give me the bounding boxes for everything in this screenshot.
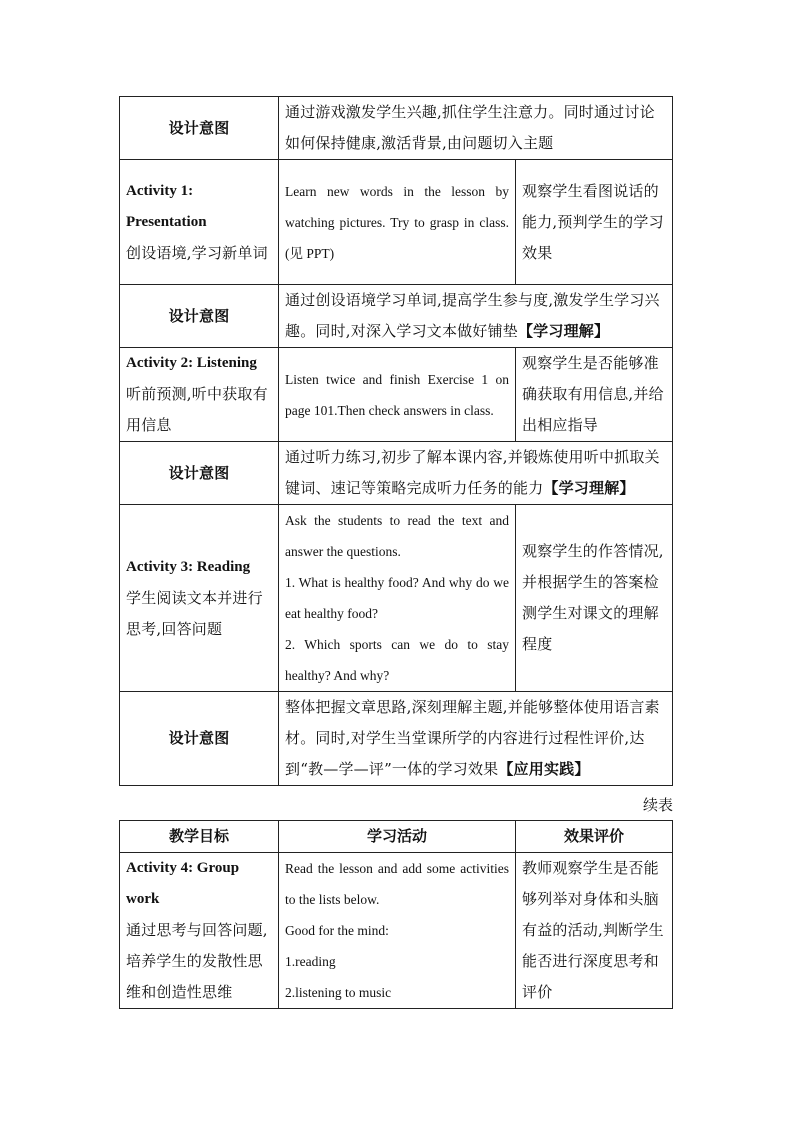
table-row xyxy=(120,160,673,285)
table-row xyxy=(120,505,673,692)
activity-description-cell xyxy=(279,853,516,1009)
table-row xyxy=(120,285,673,348)
table-row xyxy=(120,348,673,442)
activity-title: Activity 2: Listening xyxy=(126,355,257,371)
activity-goal: 创设语境,学习新单词 xyxy=(126,243,268,262)
activity-description: Read the lesson and add some activities to the lists below. xyxy=(285,861,509,907)
activity-title: Activity 1: xyxy=(126,182,194,199)
table-row xyxy=(120,97,673,160)
evaluation-text: 教师观察学生是否能够列举对身体和头脑有益的活动,判断学生能否进行深度思考和评价 xyxy=(516,853,673,1009)
competency-tag: 【应用实践】 xyxy=(498,760,590,778)
list-item: 1.reading xyxy=(285,954,336,969)
column-header-activity: 学习活动 xyxy=(279,821,516,853)
activity-goal: 学生阅读文本并进行思考,回答问题 xyxy=(126,588,263,638)
continued-label: 续表 xyxy=(642,796,673,814)
competency-tag: 【学习理解】 xyxy=(517,322,610,340)
activity-goal-cell xyxy=(120,505,279,692)
activity-goal-cell xyxy=(120,853,279,1009)
evaluation-text: 观察学生的作答情况,并根据学生的答案检测学生对课文的理解程度 xyxy=(516,505,673,692)
lesson-plan-table-continued xyxy=(119,820,673,1009)
activity-title: Activity 4: Group xyxy=(126,860,240,876)
design-intent-cell xyxy=(279,692,673,786)
design-intent-cell xyxy=(279,442,673,505)
column-header-goal: 教学目标 xyxy=(120,821,279,853)
activity-goal: 听前预测,听中获取有用信息 xyxy=(126,385,268,434)
design-intent-text: 整体把握文章思路,深刻理解主题,并能够整体使用语言素材。同时,对学生当堂课所学的内容进行过程性评价,达到“教—学—评”一体的学习效果 xyxy=(285,698,660,778)
design-intent-label: 设计意图 xyxy=(120,285,279,348)
design-intent-text: 通过游戏激发学生兴趣,抓住学生注意力。同时通过讨论如何保持健康,激活背景,由问题切入主题 xyxy=(279,97,673,160)
activity-title: Activity 3: Reading xyxy=(126,558,251,575)
design-intent-label: 设计意图 xyxy=(120,692,279,786)
column-header-evaluation: 效果评价 xyxy=(516,821,673,853)
design-intent-label: 设计意图 xyxy=(120,442,279,505)
competency-tag: 【学习理解】 xyxy=(543,479,635,497)
design-intent-text: 通过创设语境学习单词,提高学生参与度,激发学生学习兴趣。同时,对深入学习文本做好铺垫 xyxy=(285,291,660,340)
activity-title-2: work xyxy=(126,891,160,907)
activity-goal-cell xyxy=(120,348,279,442)
activity-description: Learn new words in the lesson by watching pictures. Try to grasp in class.(见 PPT) xyxy=(279,160,516,285)
question-1: 1. What is healthy food? And why do we eat healthy food? xyxy=(285,575,509,621)
list-item: 2.listening to music xyxy=(285,985,392,1000)
table-header-row xyxy=(120,821,673,853)
evaluation-text: 观察学生是否能够准确获取有用信息,并给出相应指导 xyxy=(516,348,673,442)
evaluation-text: 观察学生看图说话的能力,预判学生的学习效果 xyxy=(516,160,673,285)
table-row xyxy=(120,853,673,1009)
lesson-plan-table xyxy=(119,96,673,786)
table-row xyxy=(120,692,673,786)
activity-goal: 通过思考与回答问题,培养学生的发散性思维和创造性思维 xyxy=(126,921,268,1001)
activity-description-cell xyxy=(279,505,516,692)
question-2: 2. Which sports can we do to stay healthy? And why? xyxy=(285,637,509,683)
activity-description: Ask the students to read the text and answer the questions. xyxy=(285,513,509,559)
list-heading: Good for the mind: xyxy=(285,923,389,938)
design-intent-label: 设计意图 xyxy=(120,97,279,160)
design-intent-cell xyxy=(279,285,673,348)
table-row xyxy=(120,442,673,505)
activity-title-2: Presentation xyxy=(126,213,207,230)
activity-goal-cell xyxy=(120,160,279,285)
activity-description: Listen twice and finish Exercise 1 on page 101.Then check answers in class. xyxy=(279,348,516,442)
design-intent-text: 通过听力练习,初步了解本课内容,并锻炼使用听中抓取关键词、速记等策略完成听力任务的能力 xyxy=(285,448,660,497)
